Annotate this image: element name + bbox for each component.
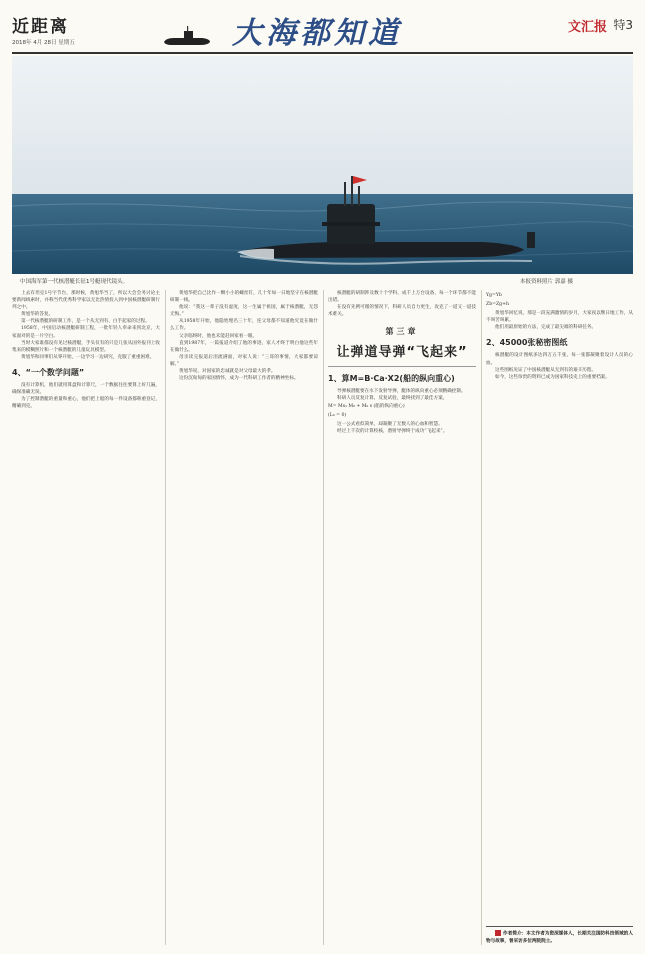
paragraph: 黄旭华把自己比作一颗小小的螺丝钉，几十年如一日地坚守在核潜艇研制一线。	[170, 291, 318, 304]
paragraph: 这些图纸见证了中国核潜艇从无到有的艰辛历程。	[495, 367, 597, 373]
paragraph: 黄旭华回忆说，那是一段充满激情的岁月，大家夜以继日地工作，从不叫苦叫累。	[486, 311, 633, 324]
formula: M= Ms₁ M₀ + M₀ s (船的纵向重心)	[328, 403, 405, 409]
paragraph: 从1958年开始，他隐姓埋名三十年，连父母都不知道他究竟在做什么工作。	[170, 319, 318, 332]
paragraph: 他们用最原始的方法，完成了最尖端的科研任务。	[495, 325, 597, 331]
section-title: 4、“一个数学问题”	[12, 367, 85, 377]
paragraph: 在没有先例可循的情况下，科研人员自力更生，攻克了一道又一道技术难关。	[328, 305, 476, 318]
chapter-label: 第三章	[385, 327, 419, 337]
author-note-box	[486, 926, 633, 945]
chapter-rule	[328, 366, 476, 367]
formula: Yg=Yb	[486, 293, 502, 298]
date-line: 2018年 4月 28日 星期五	[12, 40, 75, 46]
masthead-rule	[12, 52, 633, 54]
newspaper-brand: 文汇报	[567, 20, 607, 35]
paragraph: 这一公式看似简单，却凝聚了无数人的心血和智慧。	[337, 421, 443, 427]
paragraph: 黄旭华的答复。	[21, 312, 54, 318]
column-3	[328, 290, 476, 945]
formula: Zb=Zg+h	[486, 302, 509, 308]
chapter-heading	[328, 326, 476, 367]
paragraph: 他说：“我这一辈子没有虚度，这一生属于祖国，属于核潜艇，无怨无悔。”	[170, 305, 318, 318]
submarine-photo	[12, 56, 633, 274]
author-note	[486, 930, 633, 945]
column-divider	[481, 290, 482, 945]
formula: (L₀ = 0)	[328, 412, 347, 418]
paragraph: 黄旭华说，对国家的忠诚就是对父母最大的孝。	[179, 369, 276, 375]
section-title: 1、算M=B·Ca·X2(船的纵向重心)	[328, 374, 455, 384]
paragraph: 母亲读完报道后泪流满面，对家人说：“三哥的事情，大家都要谅解。”	[170, 354, 318, 367]
author-note-text: 作者简介：本文作者为资深媒体人，长期关注国防科技领域的人物与故事，曾采访多位两院院士。	[486, 931, 633, 944]
paragraph: 父亲临终时，他也未能赶回家看一眼。	[179, 333, 258, 339]
masthead	[12, 8, 633, 52]
chapter-title: 让弹道导弹“飞起来”	[336, 345, 468, 361]
paragraph: 当时大家谁都没有见过核潜艇，手头仅有的只是几张从国外报刊上收集来的模糊照片和一个核潜艇的儿童玩具模型。	[12, 340, 160, 353]
page-number: 特3	[613, 18, 633, 32]
column-1	[12, 290, 160, 945]
paragraph: 上去有坦克1号字节台，那时候，黄旭华当了，所以大会会务讨论主要新闻线索时，并称当代优秀科学家以无比热情投入到中国核潜艇研制行列之中。	[12, 291, 160, 311]
paragraph: 经过上千次的计算校核，潜射导弹终于成功“飞起来”。	[337, 428, 448, 434]
paragraph: 导弹核潜艇要在水下发射导弹，艇体的纵向重心必须精确控制。	[337, 389, 466, 395]
paragraph: 黄旭华和同事们从零开始，一边学习一边研究，克服了重重困难。	[21, 354, 155, 360]
submarine-image	[12, 56, 633, 274]
paragraph: 核潜艇的设计图纸多达四万五千张，每一张都凝聚着设计人员的心血。	[486, 353, 633, 366]
paragraph: 核潜艇的研制涉及数十个学科、成千上万台设备，每一个环节都不能出错。	[328, 291, 476, 304]
paragraph: 直到1987年，一篇报道介绍了他的事迹，家人才终于明白他这些年在做什么。	[170, 340, 318, 353]
paragraph: 这份沉甸甸的家国情怀，成为一代科研工作者的精神坐标。	[179, 376, 299, 382]
paragraph: 如今，这些珍贵的资料已成为国家科技史上的重要档案。	[495, 374, 610, 380]
paragraph: 第一代核潜艇的研制工作，是一个从无到有、白手起家的过程。	[21, 319, 150, 325]
page-title: 大海都知道	[232, 16, 402, 51]
column-name: 近距离	[12, 17, 69, 37]
submarine-logo-icon	[162, 22, 212, 48]
paragraph: 1958年，中国启动核潜艇研制工程，一批年轻人奉命来到北京，大家面对的是一片空白。	[12, 326, 160, 339]
photo-credit: 本报资料照片 郭嘉 摄	[520, 279, 573, 285]
paragraph: 为了控制潜艇的重量和重心，他们把上船的每一件设备都称重登记，精确到克。	[12, 397, 160, 410]
paragraph: 科研人员反复计算、反复试验，最终找到了最佳方案。	[337, 396, 448, 402]
paragraph: 没有计算机，他们就用算盘和计算尺，一个数据往往要算上好几遍，确保准确无误。	[12, 382, 160, 396]
column-divider	[165, 290, 166, 945]
article-body	[12, 290, 633, 945]
column-divider	[323, 290, 324, 945]
column-4	[486, 290, 633, 945]
photo-caption: 中国海军第一代核潜艇长征1号艇现代镜头。	[20, 279, 129, 285]
section-title: 2、45000张秘密图纸	[486, 338, 568, 348]
column-2	[170, 290, 318, 945]
seal-icon	[495, 930, 501, 936]
